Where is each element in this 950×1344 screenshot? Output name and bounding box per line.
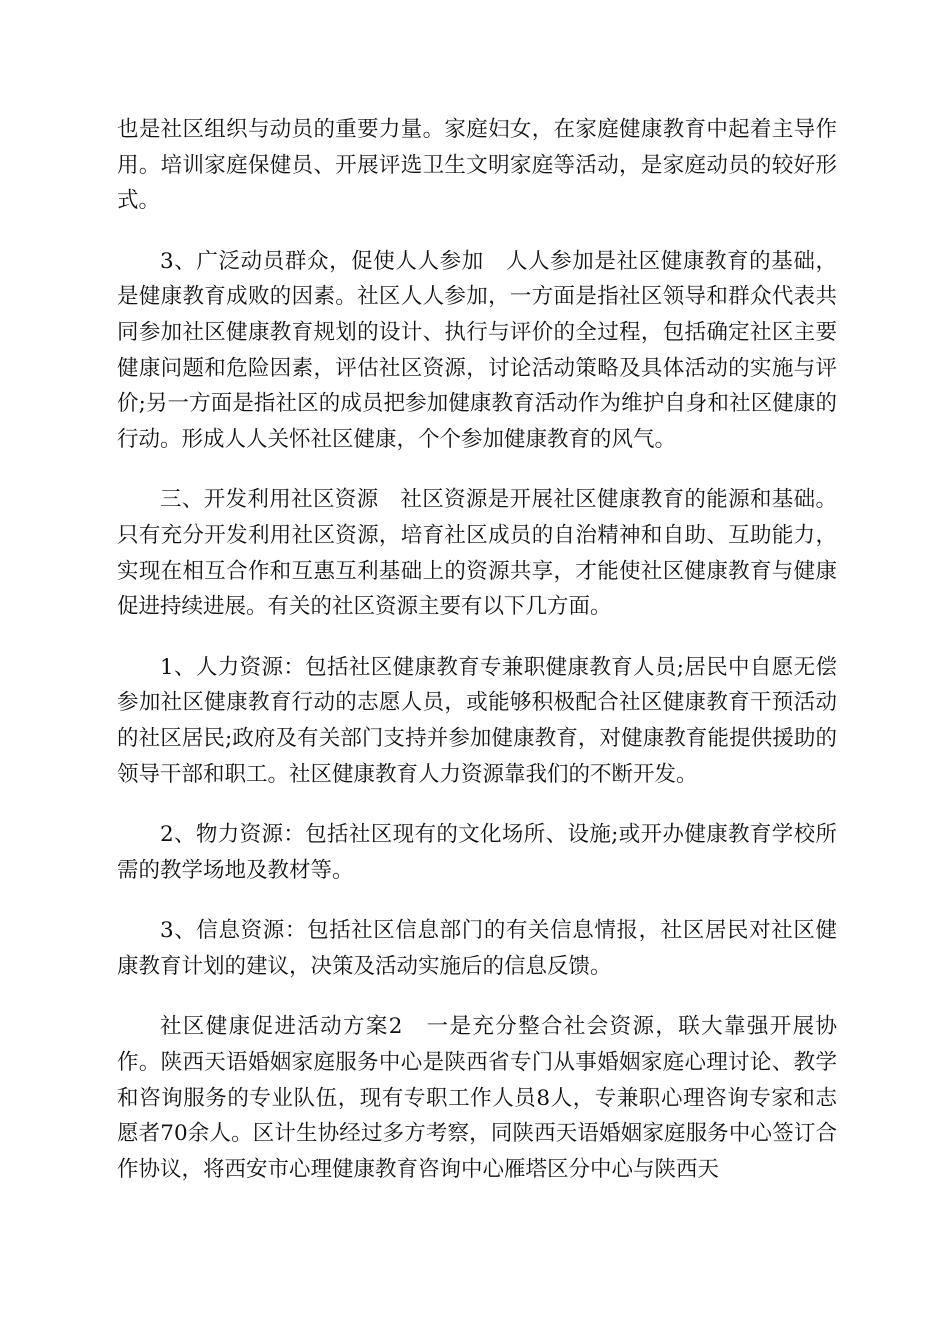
paragraph-activity-plan-2: 社区健康促进活动方案2 一是充分整合社会资源，联大靠强开展协作。陕西天语婚姻家庭服务中心是陕西省专门从事婚姻家庭心理讨论、教学和咨询服务的专业队伍，现有专职工作人员8人，专兼职心理咨询专家和志愿者70余人。区计生协经过多方考察，同陕西天语婚姻家庭服务中心签订合作协议，将西安市心理健康教育咨询中心雁塔区分中心与陕西天: [117, 1014, 837, 1182]
paragraph-continued: 也是社区组织与动员的重要力量。家庭妇女，在家庭健康教育中起着主导作用。培训家庭保健员、开展评选卫生文明家庭等活动，是家庭动员的较好形式。: [117, 117, 837, 214]
paragraph-information-resources: 3、信息资源：包括社区信息部门的有关信息情报，社区居民对社区健康教育计划的建议，决策及活动实施后的信息反馈。: [117, 918, 837, 979]
paragraph-material-resources: 2、物力资源：包括社区现有的文化场所、设施;或开办健康教育学校所需的教学场地及教材等。: [117, 822, 837, 883]
paragraph-mobilize-masses: 3、广泛动员群众，促使人人参加 人人参加是社区健康教育的基础，是健康教育成败的因素。社区人人参加，一方面是指社区领导和群众代表共同参加社区健康教育规划的设计、执行与评价的全过程，包括确定社区主要健康问题和危险因素，评估社区资源，讨论活动策略及具体活动的实施与评价;另一方面是指社区的成员把参加健康教育活动作为维护自身和社区健康的行动。形成人人关怀社区健康，个个参加健康教育的风气。: [117, 248, 837, 452]
paragraph-human-resources: 1、人力资源：包括社区健康教育专兼职健康教育人员;居民中自愿无偿参加社区健康教育行动的志愿人员，或能够积极配合社区健康教育干预活动的社区居民;政府及有关部门支持并参加健康教育，对健康教育能提供援助的领导干部和职工。社区健康教育人力资源靠我们的不断开发。: [117, 654, 837, 787]
document-body: [117, 112, 837, 1187]
paragraph-community-resources: 三、开发利用社区资源 社区资源是开展社区健康教育的能源和基础。只有充分开发利用社区资源，培育社区成员的自治精神和自助、互助能力，实现在相互合作和互惠互利基础上的资源共享，才能使社区健康教育与健康促进持续进展。有关的社区资源主要有以下几方面。: [117, 487, 837, 620]
